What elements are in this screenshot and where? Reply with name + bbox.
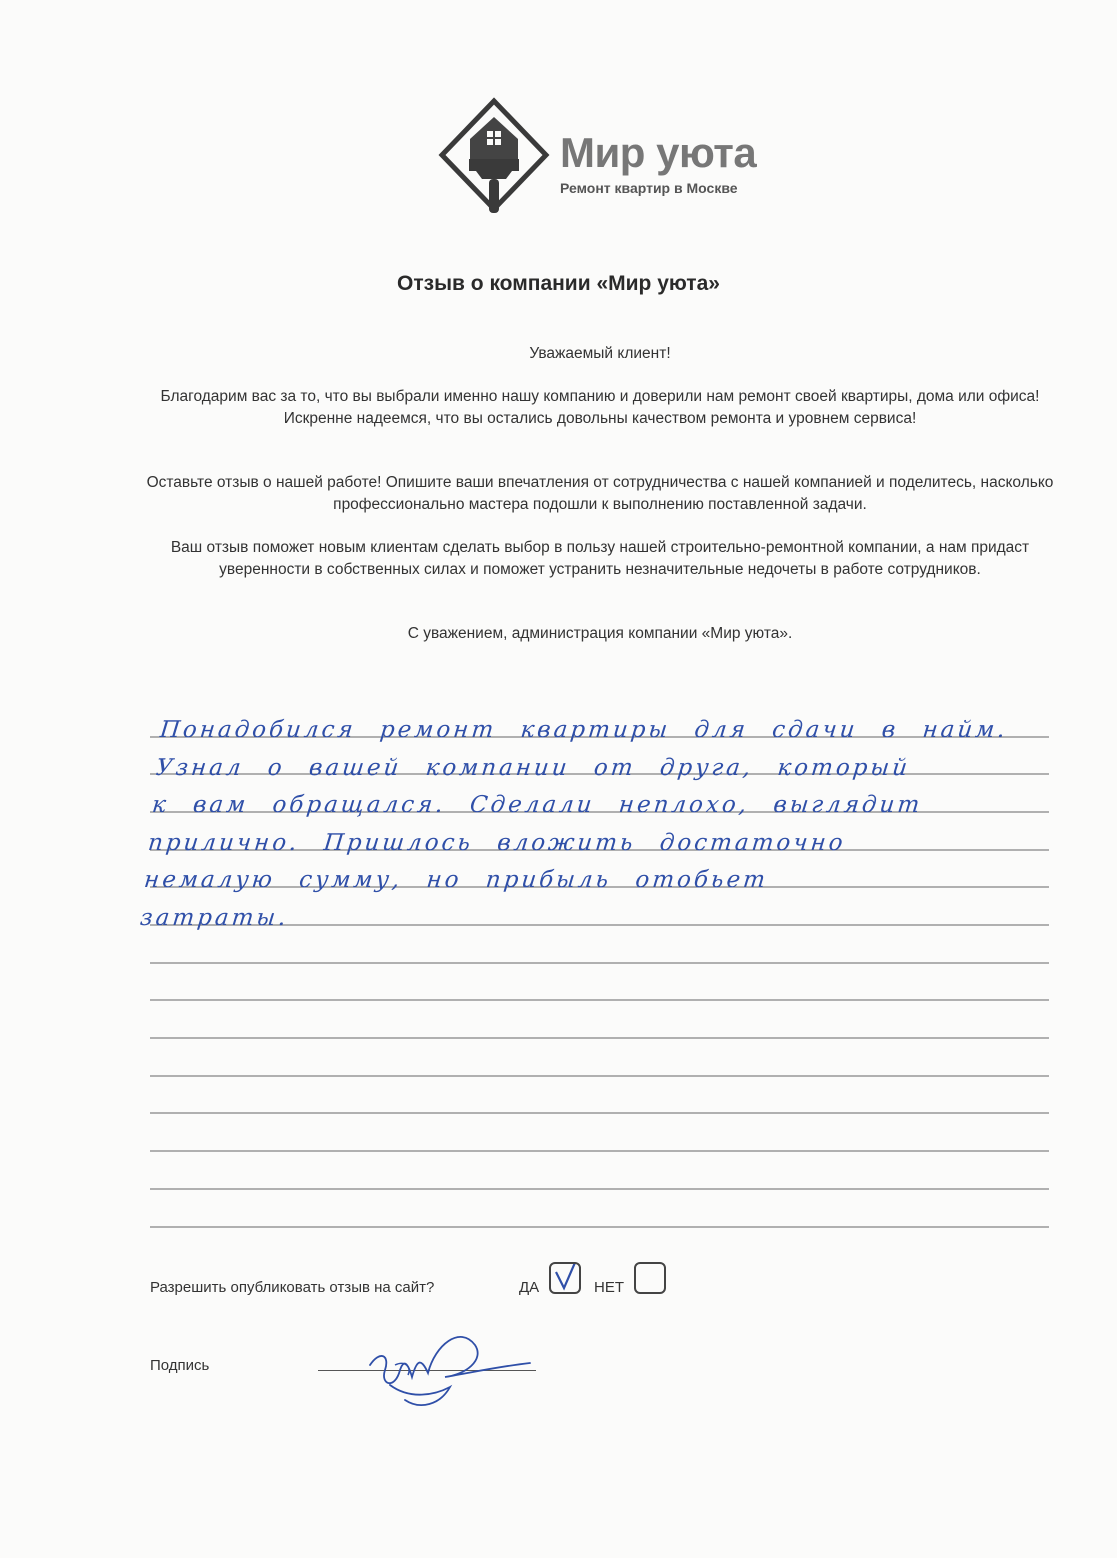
- page-title: Отзыв о компании «Мир уюта»: [397, 272, 720, 295]
- review-line: затраты.: [138, 904, 290, 931]
- paragraph-thanks: Благодарим вас за то, что вы выбрали именно нашу компанию и доверили нам ремонт своей квартиры, дома или офиса! Искренне надеемся, что вы остались довольны качеством ремонта и уровнем сервиса!: [160, 388, 1040, 427]
- paragraph-request: Оставьте отзыв о нашей работе! Опишите ваши впечатления от сотрудничества с нашей компанией и поделитесь, насколько профессионально мастера подошли к выполнению поставленной задачи.: [146, 474, 1054, 513]
- yes-label: ДА: [519, 1279, 540, 1296]
- no-checkbox[interactable]: [634, 1262, 666, 1294]
- checkmark-icon: [551, 1264, 579, 1292]
- publish-question: Разрешить опубликовать отзыв на сайт?: [150, 1279, 435, 1296]
- review-line: прилично. Пришлось вложить достаточно: [146, 829, 848, 856]
- handwritten-review[interactable]: [138, 712, 1072, 937]
- brand-name: Мир уюта: [560, 129, 757, 176]
- review-line: Узнал о вашей компании от друга, который: [154, 754, 912, 781]
- yes-checkbox[interactable]: [549, 1262, 581, 1294]
- closing-text: С уважением, администрация компании «Мир уюта».: [407, 625, 793, 642]
- review-line: к вам обращался. Сделали неплохо, выглядит: [150, 792, 924, 818]
- signature-label: Подпись: [150, 1357, 210, 1374]
- greeting: Уважаемый клиент!: [529, 345, 671, 362]
- paragraph-benefit: Ваш отзыв поможет новым клиентам сделать выбор в пользу нашей строительно-ремонтной компании, а нам придаст уверенности в собственных силах и поможет устранить незначительные недочеты в работе сотрудников.: [170, 539, 1030, 578]
- no-label: НЕТ: [594, 1279, 624, 1296]
- review-line: Понадобился ремонт квартиры для сдачи в найм.: [158, 717, 1010, 743]
- brand-tagline: Ремонт квартир в Москве: [560, 180, 738, 196]
- handwritten-signature[interactable]: [350, 1315, 550, 1415]
- review-line: немалую сумму, но прибыль отобьет: [142, 867, 770, 893]
